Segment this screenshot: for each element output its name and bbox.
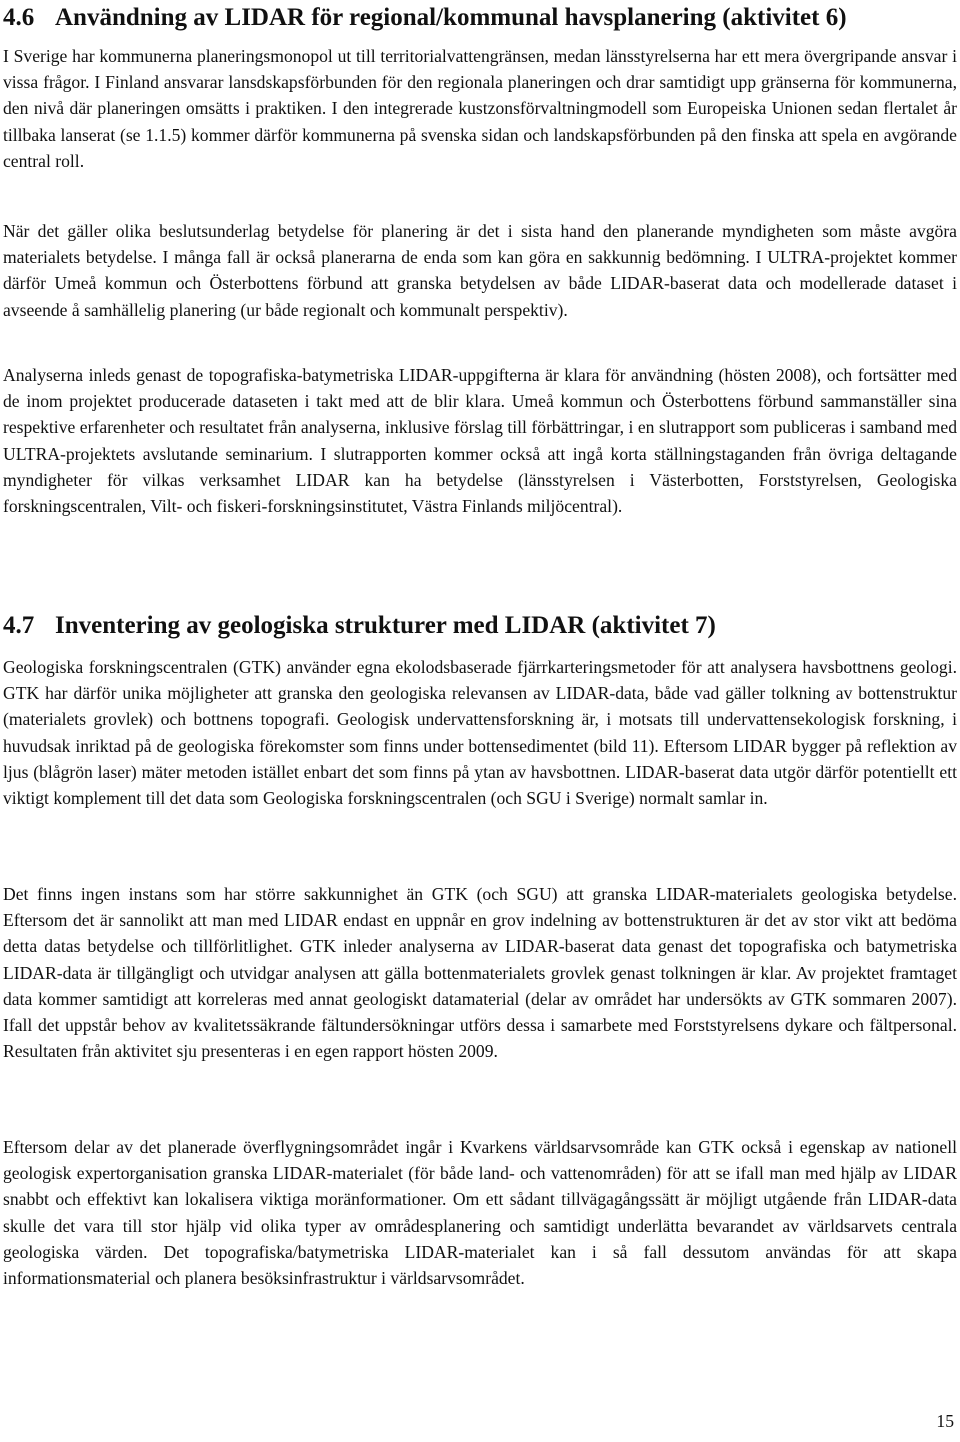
body-paragraph: Eftersom delar av det planerade överflygningsområdet ingår i Kvarkens världsarvsområde kan GTK också i egenskap av nationell geologisk expertorganisation granska LIDAR-materialet (för både land- och vattenområden) för att se ifall man med hjälp av LIDAR snabbt och effektivt kan lokalisera viktiga moränformationer. Om ett sådant tillvägagångssätt är möjligt utgående från LIDAR-data skulle det vara till stor hjälp vid olika typer av områdesplanering och samtidigt underlätta bevarandet av världsarvets centrala geologiska värden. Det topografiska/batymetriska LIDAR-materialet kan i så fall dessutom användas för att skapa informationsmaterial och planera besöksinfrastruktur i världsarvsområdet. [3,1137,957,1289]
body-paragraph: Analyserna inleds genast de topografiska-batymetriska LIDAR-uppgifterna är klara för användning (hösten 2008), och fortsätter med de inom projektet producerade dataseten i takt med att de blir klara. Umeå kommun och Österbottens förbund sammanställer sina respektive erfarenheter och resultatet från analyserna, inklusive förslag till förbättringar, i en slutrapport som publiceras i samband med ULTRA-projektets avslutande seminarium. I slutrapporten kommer också att ingå korta ställningstaganden från övriga deltagande myndigheter för vilkas verksamhet LIDAR kan ha betydelse (länsstyrelsen i Västerbotten, Forststyrelsen, Geologiska forskningscentralen, Vilt- och fiskeri-forskningsinstitutet, Västra Finlands miljöcentral). [3,365,957,517]
section-title: Användning av LIDAR för regional/kommunal havsplanering (aktivitet 6) [55,4,847,31]
body-paragraph: Geologiska forskningscentralen (GTK) använder egna ekolodsbaserade fjärrkarteringsmetoder för att analysera havsbottnens geologi. GTK har därför unika möjligheter att granska den geologiska relevansen av LIDAR-data, både vad gäller tolkning av bottenstruktur (materialets grovlek) och bottnens topografi. Geologisk undervattensforskning är, i motsats till undervattensekologisk forskning, i huvudsak inriktad på de geologiska förekomster som finns under bottensedimentet (bild 11). Eftersom LIDAR bygger på reflektion av ljus (blågrön laser) mäter metoden istället enbart det som finns på ytan av havsbottnen. LIDAR-baserat data utgör därför potentiellt ett viktigt komplement till det data som Geologiska forskningscentralen (och SGU i Sverige) normalt samlar in. [3,657,957,809]
section-number: 4.7 [3,612,35,639]
body-paragraph: När det gäller olika beslutsunderlag betydelse för planering är det i sista hand den planerande myndigheten som måste avgöra materialets betydelse. I många fall är också planerarna de enda som kan göra en sakkunnig bedömning. I ULTRA-projektet kommer därför Umeå kommun och Österbottens förbund att granska betydelsen av både LIDAR-baserat data och modellerade dataset i avseende å samhällelig planering (ur både regionalt och kommunalt perspektiv). [3,221,957,320]
section-title: Inventering av geologiska strukturer med LIDAR (aktivitet 7) [55,612,716,639]
section-number: 4.6 [3,4,35,31]
section-heading-4-7 [3,611,716,641]
section-heading-4-6 [3,3,847,33]
page-number: 15 [936,1411,954,1431]
body-paragraph: Det finns ingen instans som har större sakkunnighet än GTK (och SGU) att granska LIDAR-materialets geologiska betydelse. Eftersom det är sannolikt att man med LIDAR endast en uppnår en grov indelning av bottenstrukturen är det av stor vikt att bedöma detta datas betydelse och tillförlitlighet. GTK inleder analyserna av LIDAR-baserat data genast det topografiska och batymetriska LIDAR-data är tillgängligt och utvidgar analysen att gälla bottenmaterialets grovlek genast tolkningen är klar. Av projektet framtaget data kommer samtidigt att korreleras med annat geologiskt datamaterial (delar av området har undersökts av GTK sommaren 2007). Ifall det uppstår behov av kvalitetssäkrande fältundersökningar utförs dessa i samarbete med Forststyrelsens dykare och fältpersonal. Resultaten från aktivitet sju presenteras i en egen rapport hösten 2009. [3,884,957,1062]
body-paragraph: I Sverige har kommunerna planeringsmonopol ut till territorialvattengränsen, medan länsstyrelserna har ett mera övergripande ansvar i vissa frågor. I Finland ansvarar lansdskapsförbunden för den regionala planeringen och drar samtidigt upp gränserna för kommunerna, den nivå där planeringen omsätts i praktiken. I den integrerade kustzonsförvaltningmodell som Europeiska Unionen sedan flertalet år tillbaka lanserat (se 1.1.5) kommer därför kommunerna på svenska sidan och landskapsförbunden på den finska att spela en avgörande central roll. [3,46,957,171]
